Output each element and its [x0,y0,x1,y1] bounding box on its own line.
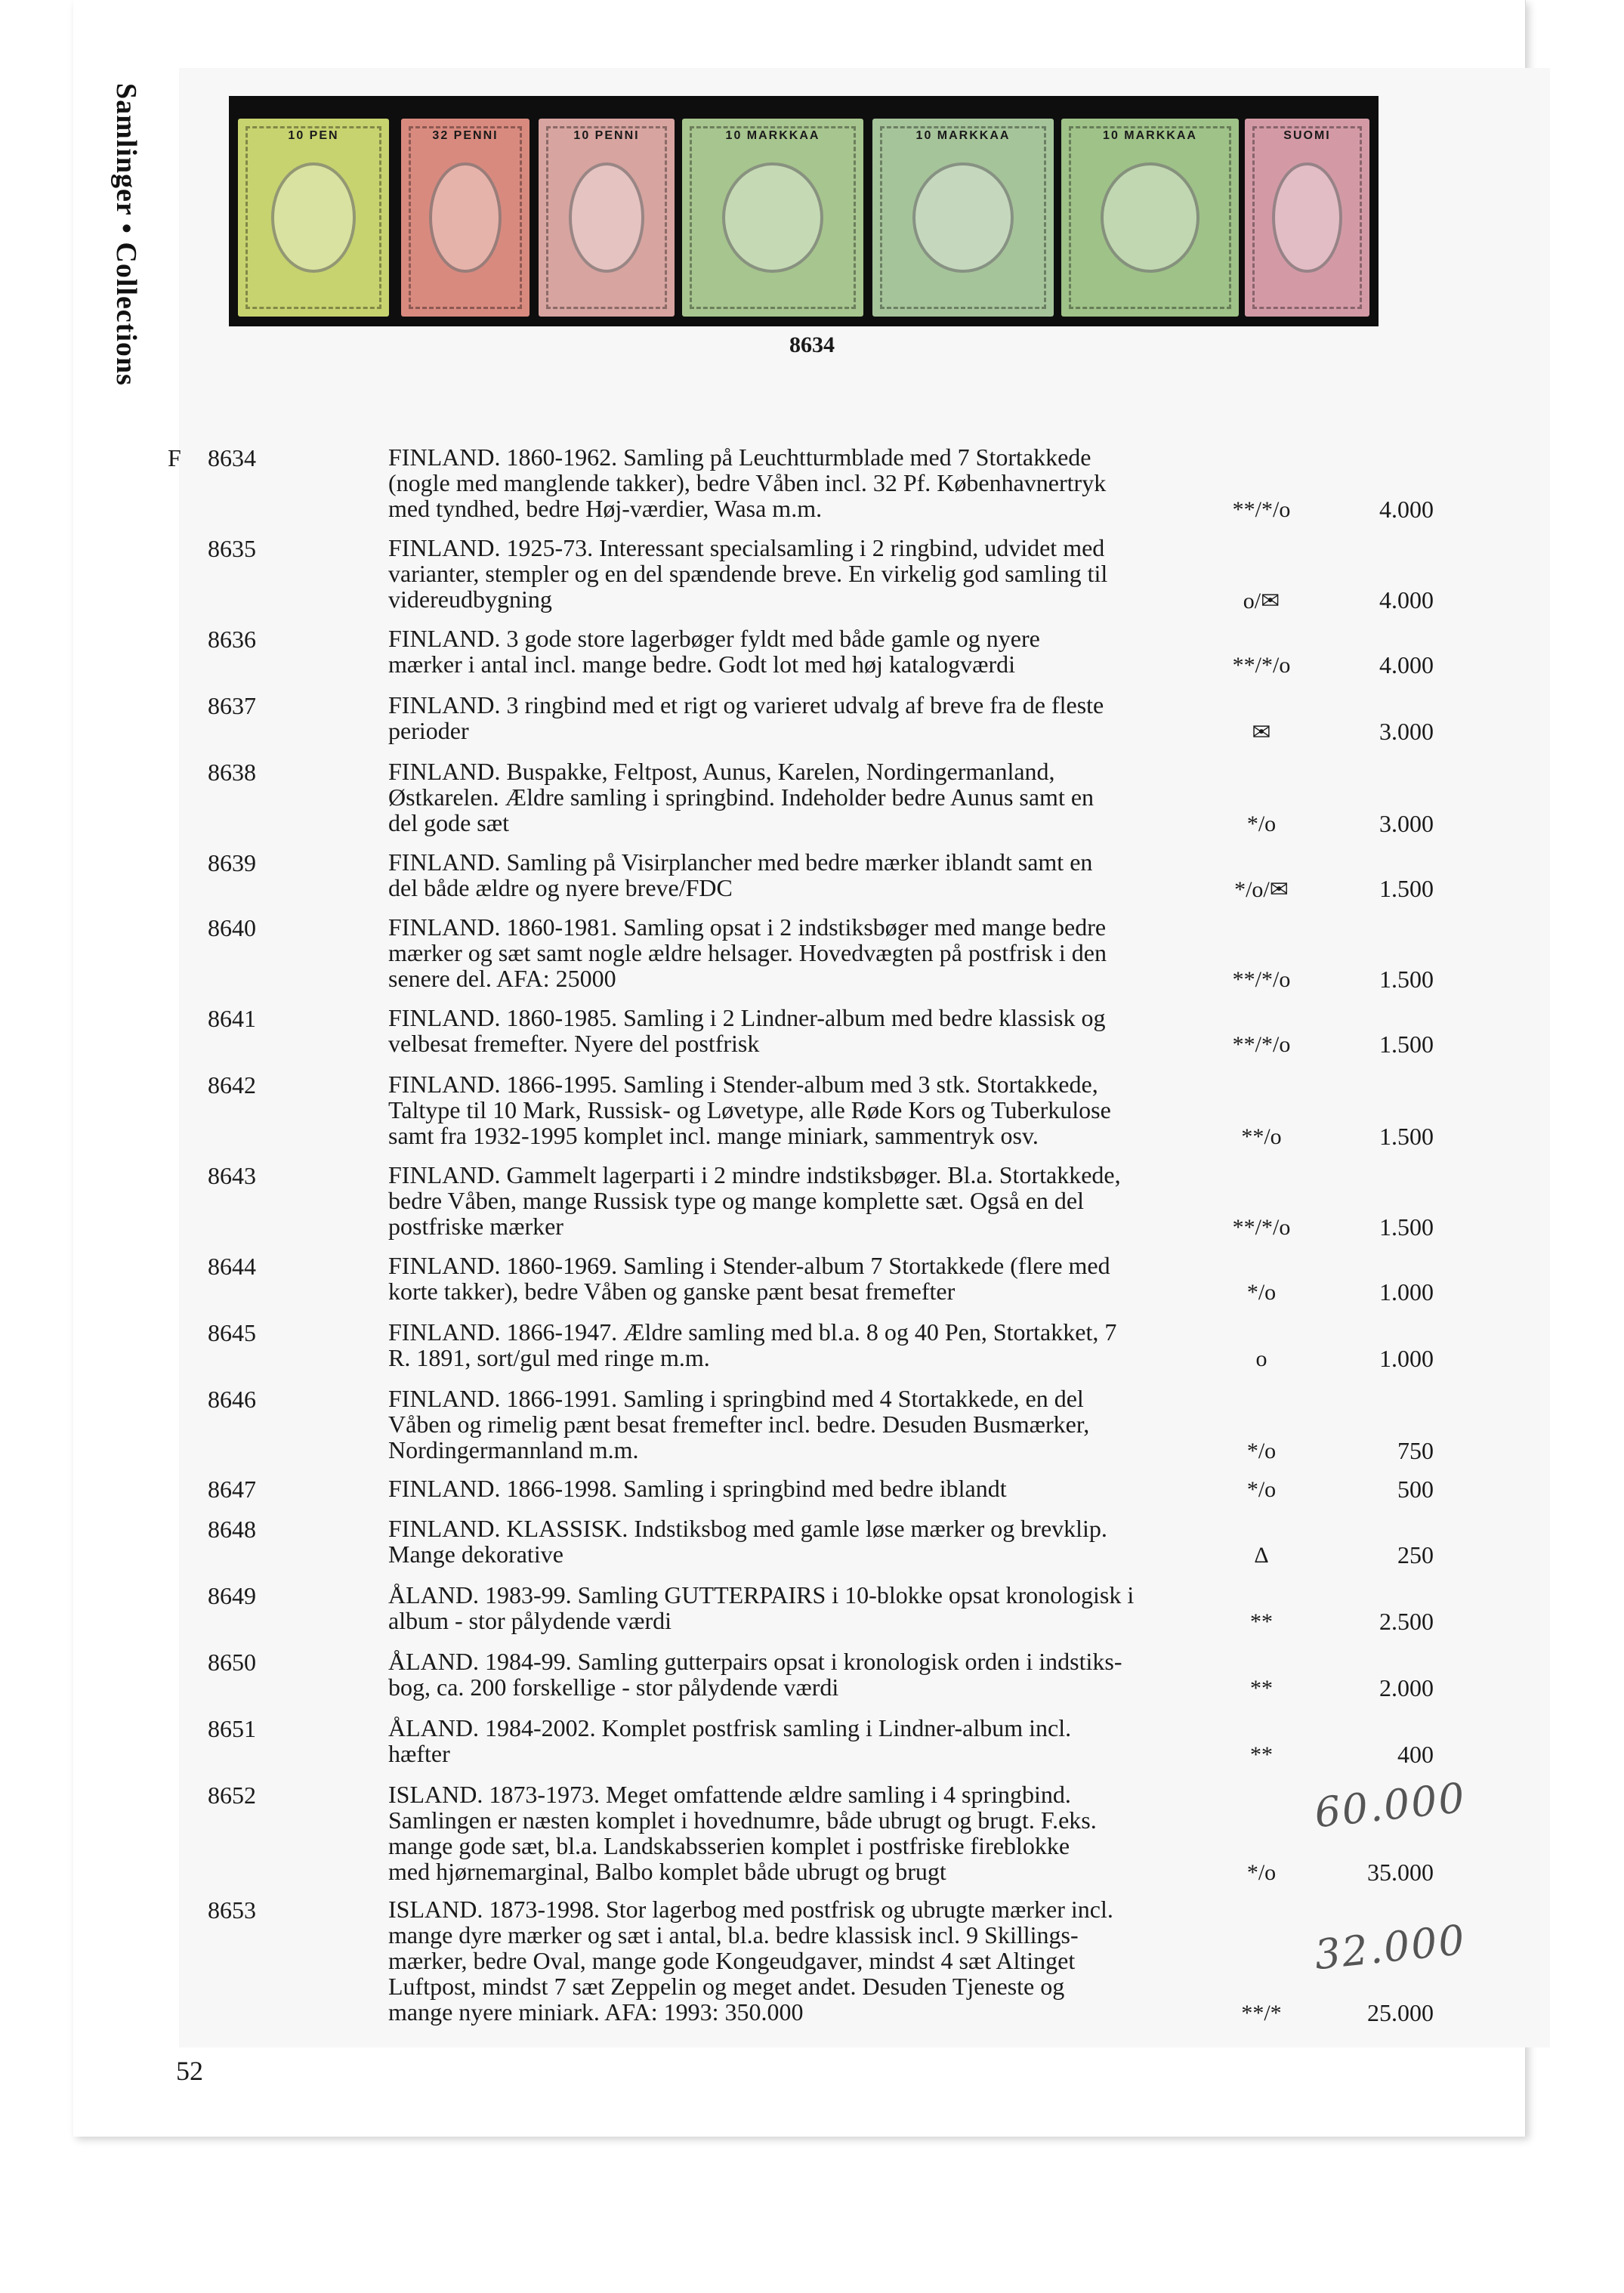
stamp-2 [401,119,529,317]
lot-condition: ** [1250,1676,1273,1701]
lot-description [388,535,1242,612]
lot-number: 8638 [208,759,256,786]
description-line: mange gode sæt, bl.a. Landskabsserien komplet i postfriske fireblokke [388,1832,1070,1859]
stamp-3 [539,119,675,317]
lot-number: 8641 [208,1005,256,1032]
description-line: ÅLAND. 1983-99. Samling GUTTERPAIRS i 10-blokke opsat kronologisk i [388,1581,1135,1608]
lot-estimate: 3.000 [1379,718,1434,745]
description-line: FINLAND. 1866-1998. Samling i springbind med bedre iblandt [388,1475,1007,1502]
description-line: med hjørnemarginal, Balbo komplet både ubrugt og brugt [388,1858,946,1885]
lot-number: 8643 [208,1162,256,1189]
description-line: bog, ca. 200 forskellige - stor pålydende værdi [388,1673,839,1701]
lot-number: 8647 [208,1476,256,1503]
lot-estimate: 4.000 [1379,496,1434,523]
lot-description [388,849,1242,901]
description-line: Mange dekorative [388,1541,563,1568]
description-line: perioder [388,717,469,744]
lot-description [388,1516,1242,1567]
section-side-label: Samlinger • Collections [110,83,142,386]
lot-number: 8634 [208,444,256,471]
lot-description [388,1162,1242,1239]
lot-number: 8653 [208,1896,256,1924]
lot-description [388,626,1242,677]
lot-description [388,1005,1242,1056]
description-line: korte takker), bedre Våben og ganske pænt besat fremefter [388,1278,956,1305]
description-line: FINLAND. KLASSISK. Indstiksbog med gamle løse mærker og brevklip. [388,1515,1107,1542]
description-line: ÅLAND. 1984-2002. Komplet postfrisk samling i Lindner-album incl. [388,1714,1072,1741]
description-line: Samlingen er næsten komplet i hovednumre, både ubrugt og brugt. F.eks. [388,1806,1097,1834]
lot-number: 8650 [208,1649,256,1676]
stamp-6 [1061,119,1239,317]
lot-number: 8636 [208,626,256,653]
stamp-4 [682,119,863,317]
description-line: ÅLAND. 1984-99. Samling gutterpairs opsat i kronologisk orden i indstiks- [388,1648,1122,1675]
description-line: Luftpost, mindst 7 sæt Zeppelin og meget andet. Desuden Tjeneste og [388,1973,1065,2000]
stamp-label: 10 MARKKAA [725,129,820,142]
description-line: mærker og sæt samt nogle ældre helsager. Hovedvægten på postfrisk i den [388,939,1107,966]
lot-description [388,1386,1242,1463]
lot-estimate: 4.000 [1379,586,1434,613]
lot-condition: */o [1246,1860,1277,1885]
lot-number: 8649 [208,1582,256,1609]
stamp-7 [1245,119,1369,317]
lot-description [388,1319,1242,1371]
description-line: Nordingermannland m.m. [388,1436,639,1463]
description-line: Østkarelen. Ældre samling i springbind. Indeholder bedre Aunus samt en [388,783,1095,811]
lot-estimate: 250 [1397,1541,1434,1568]
lot-number: 8637 [208,692,256,719]
description-line: videreudbygning [388,586,552,613]
lot-condition: **/*/o [1232,1215,1291,1240]
description-line: med tyndhed, bedre Høj-værdier, Wasa m.m. [388,495,823,522]
description-line: FINLAND. 1860-1962. Samling på Leuchtturmblade med 7 Stortakkede [388,443,1091,471]
description-line: hæfter [388,1740,450,1767]
description-line: FINLAND. 1925-73. Interessant specialsamling i 2 ringbind, udvidet med [388,534,1105,561]
lot-description [388,444,1242,521]
lot-description [388,692,1242,743]
lot-condition: o/✉ [1243,589,1280,613]
stamp-label: 10 MARKKAA [1103,129,1197,142]
page-number: 52 [176,2056,203,2086]
description-line: FINLAND. 1860-1981. Samling opsat i 2 indstiksbøger med mange bedre [388,913,1107,941]
lot-number: 8652 [208,1782,256,1809]
stamp-label: 10 MARKKAA [915,129,1011,142]
description-line: (nogle med manglende takker), bedre Våben incl. 32 Pf. Københavnertryk [388,469,1107,496]
description-line: Våben og rimelig pænt besat fremefter incl. bedre. Desuden Busmærker, [388,1411,1090,1438]
lot-estimate: 400 [1397,1741,1434,1768]
lot-description [388,1715,1242,1766]
stamp-label: SUOMI [1283,129,1331,142]
stamp-5 [872,119,1054,317]
description-line: bedre Våben, mange Russisk type og mange komplette sæt. Også en del [388,1187,1084,1214]
lot-estimate: 500 [1397,1476,1434,1503]
description-line: del både ældre og nyere breve/FDC [388,874,733,901]
lot-estimate: 35.000 [1367,1859,1434,1886]
lot-number: 8642 [208,1071,256,1099]
lot-description [388,1582,1242,1633]
lot-estimate: 25.000 [1367,1999,1434,2026]
description-line: postfriske mærker [388,1213,563,1240]
lot-condition: **/*/o [1232,1032,1291,1057]
description-line: velbesat fremefter. Nyere del postfrisk [388,1030,760,1057]
description-line: FINLAND. 3 gode store lagerbøger fyldt med både gamle og nyere [388,625,1040,652]
description-line: FINLAND. Gammelt lagerparti i 2 mindre indstiksbøger. Bl.a. Stortakkede, [388,1161,1121,1188]
lot-condition: Δ [1254,1543,1269,1568]
lot-estimate: 1.500 [1379,1123,1434,1150]
handwritten-estimate: 32.000 [1312,1915,1468,1979]
lot-estimate: 2.000 [1379,1674,1434,1701]
description-line: FINLAND. 1860-1985. Samling i 2 Lindner-album med bedre klassisk og [388,1004,1106,1031]
lot-description [388,1896,1242,2025]
lot-condition: */o [1246,1280,1277,1305]
stamp-1 [238,119,389,317]
lot-estimate: 1.500 [1379,1213,1434,1241]
description-line: FINLAND. 1866-1991. Samling i springbind med 4 Stortakkede, en del [388,1385,1084,1412]
lot-condition: */o [1246,811,1277,836]
description-line: varianter, stempler og en del spændende breve. En virkelig god samling til [388,560,1108,587]
description-line: FINLAND. 1866-1947. Ældre samling med bl.a. 8 og 40 Pen, Stortakket, 7 [388,1318,1117,1346]
lot-description [388,1071,1242,1148]
lot-estimate: 1.000 [1379,1278,1434,1306]
description-line: FINLAND. Samling på Visirplancher med bedre mærker iblandt samt en [388,848,1093,876]
lot-estimate: 1.500 [1379,966,1434,993]
stamp-label: 10 PENNI [573,129,640,142]
lot-condition: */o [1246,1477,1277,1502]
description-line: mange dyre mærker og sæt i antal, bl.a. bedre klassisk incl. 9 Skillings- [388,1921,1079,1948]
description-line: ISLAND. 1873-1973. Meget omfattende ældre samling i 4 springbind. [388,1781,1071,1808]
description-line: del gode sæt [388,809,509,836]
lot-number: 8646 [208,1386,256,1413]
lot-condition: */o [1246,1439,1277,1463]
stamp-label: 10 PEN [288,129,339,142]
lot-mark: F [168,444,181,471]
description-line: samt fra 1932-1995 komplet incl. mange miniark, sammentryk osv. [388,1122,1039,1149]
strip-caption: 8634 [789,332,835,357]
stamp-label: 32 PENNI [432,129,499,142]
lot-condition: **/*/o [1232,967,1291,992]
lot-description [388,1253,1242,1304]
lot-condition: ** [1250,1742,1273,1767]
lot-number: 8651 [208,1715,256,1742]
lot-number: 8640 [208,914,256,941]
description-line: FINLAND. 3 ringbind med et rigt og varieret udvalg af breve fra de fleste [388,691,1104,718]
lot-estimate: 3.000 [1379,810,1434,837]
lot-estimate: 2.500 [1379,1608,1434,1635]
description-line: mærker, bedre Oval, mange gode Kongeudgaver, mindst 4 sæt Altinget [388,1947,1076,1974]
lot-condition: **/*/o [1232,497,1291,522]
lot-estimate: 1.000 [1379,1345,1434,1372]
lot-estimate: 1.500 [1379,875,1434,902]
description-line: mange nyere miniark. AFA: 1993: 350.000 [388,1998,804,2026]
description-line: ISLAND. 1873-1998. Stor lagerbog med postfrisk og ubrugte mærker incl. [388,1896,1113,1923]
lot-condition: **/*/o [1232,653,1291,678]
lot-number: 8635 [208,535,256,562]
lot-condition: ✉ [1252,720,1271,745]
description-line: FINLAND. 1860-1969. Samling i Stender-album 7 Stortakkede (flere med [388,1252,1110,1279]
description-line: mærker i antal incl. mange bedre. Godt lot med høj katalogværdi [388,651,1016,678]
lot-description [388,1649,1242,1700]
description-line: FINLAND. 1866-1995. Samling i Stender-album med 3 stk. Stortakkede, [388,1071,1098,1098]
lot-estimate: 750 [1397,1437,1434,1464]
lot-number: 8648 [208,1516,256,1543]
lot-condition: **/o [1241,1124,1282,1149]
lot-estimate: 4.000 [1379,651,1434,678]
description-line: FINLAND. Buspakke, Feltpost, Aunus, Karelen, Nordingermanland, [388,758,1055,785]
lot-condition: ** [1250,1609,1273,1634]
handwritten-estimate: 60.000 [1312,1773,1468,1837]
lot-number: 8644 [208,1253,256,1280]
lot-condition: **/* [1241,2001,1282,2026]
lot-description [388,759,1242,836]
lot-number: 8639 [208,849,256,876]
lot-condition: */o/✉ [1234,877,1289,902]
lot-condition: o [1255,1346,1267,1371]
lot-description [388,1476,1242,1501]
lot-estimate: 1.500 [1379,1031,1434,1058]
lot-description [388,914,1242,991]
lot-description [388,1782,1242,1884]
description-line: R. 1891, sort/gul med ringe m.m. [388,1344,710,1371]
description-line: Taltype til 10 Mark, Russisk- og Løvetype, alle Røde Kors og Tuberkulose [388,1096,1111,1123]
description-line: album - stor pålydende værdi [388,1607,672,1634]
lot-number: 8645 [208,1319,256,1346]
stamp-strip-image [229,96,1379,326]
description-line: senere del. AFA: 25000 [388,965,616,992]
